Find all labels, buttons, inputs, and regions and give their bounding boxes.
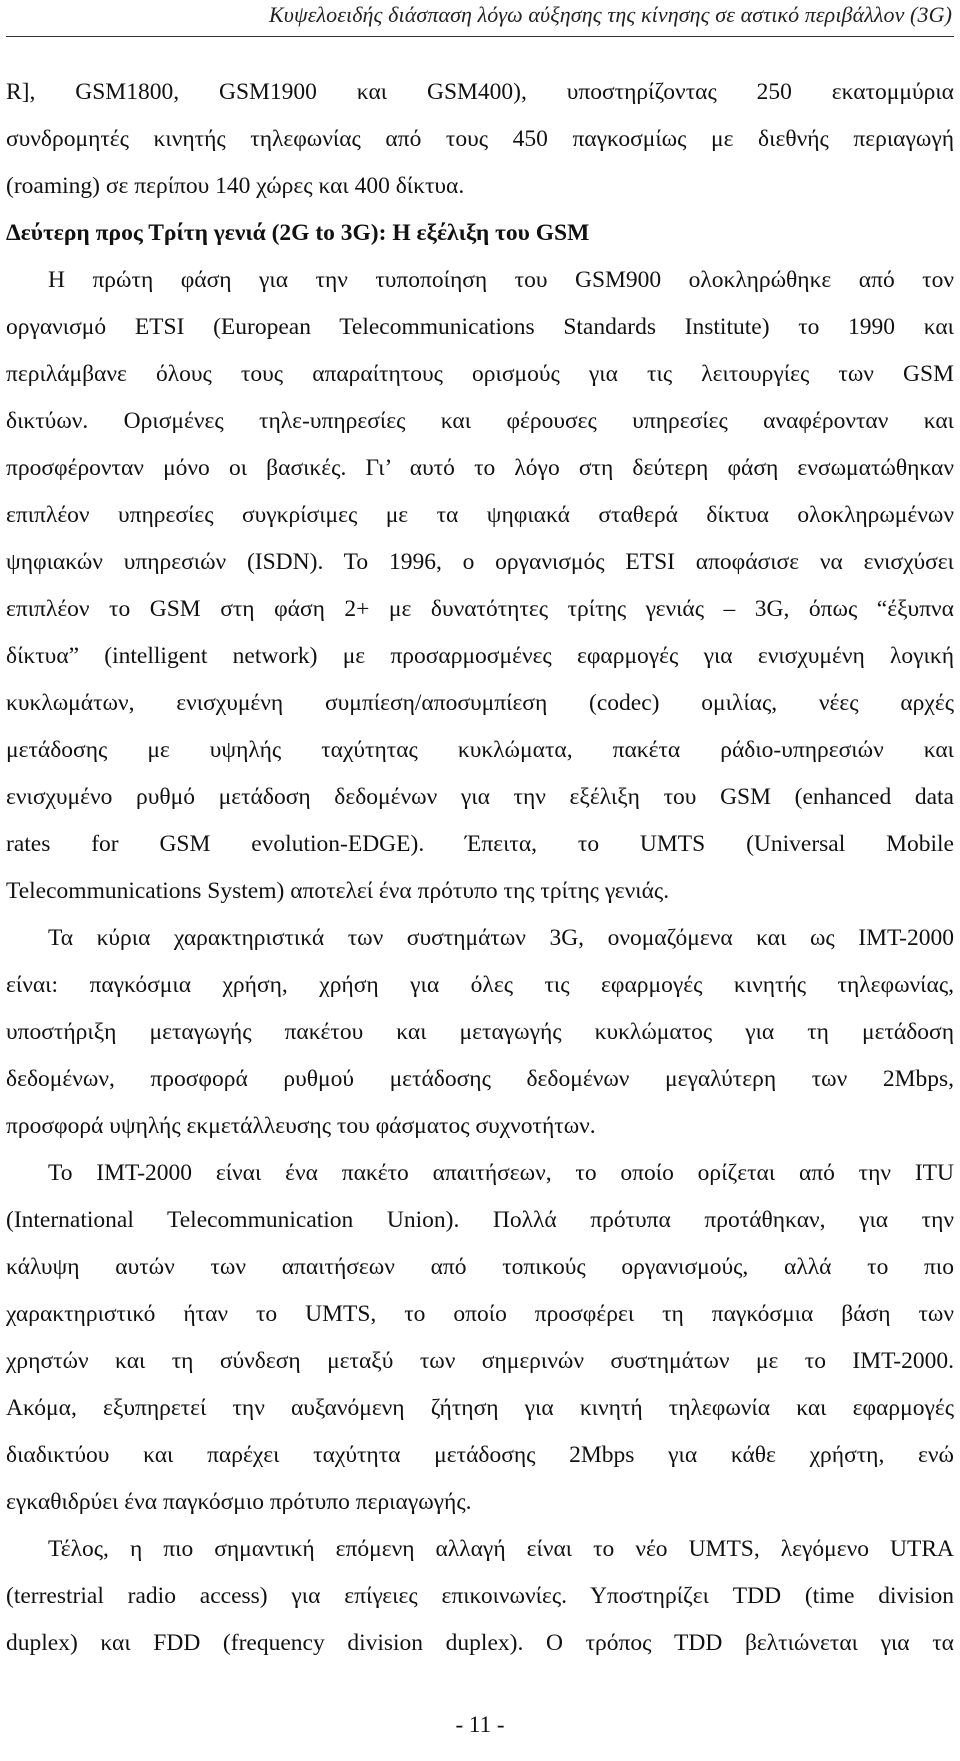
- text-line: ενισχυμένο ρυθμό μετάδοση δεδομένων για την εξέλιξη του GSM (enhanced data: [6, 784, 954, 810]
- text-line: ψηφιακών υπηρεσιών (ISDN). Το 1996, ο οργανισμός ETSI αποφάσισε να ενισχύσει: [6, 549, 954, 575]
- page-number: - 11 -: [455, 1712, 505, 1737]
- text-line: οργανισμό ETSI (European Telecommunications Standards Institute) το 1990 και: [6, 314, 954, 340]
- text-line: είναι: παγκόσμια χρήση, χρήση για όλες τις εφαρμογές κινητής τηλεφωνίας,: [6, 972, 954, 998]
- text-line: Τα κύρια χαρακτηριστικά των συστημάτων 3G, ονομαζόμενα και ως IMT-2000: [48, 925, 954, 951]
- text-line: Ακόμα, εξυπηρετεί την αυξανόμενη ζήτηση για κινητή τηλεφωνία και εφαρμογές: [6, 1395, 954, 1421]
- text-line: προσφορά υψηλής εκμετάλλευσης του φάσματος συχνοτήτων.: [6, 1113, 596, 1139]
- text-line: κυκλωμάτων, ενισχυμένη συμπίεση/αποσυμπίεση (codec) ομιλίας, νέες αρχές: [6, 690, 954, 716]
- text-line: δεδομένων, προσφορά ρυθμού μετάδοσης δεδομένων μεγαλύτερη των 2Mbps,: [6, 1066, 954, 1092]
- text-line: δίκτυα” (intelligent network) με προσαρμοσμένες εφαρμογές για ενισχυμένη λογική: [6, 643, 954, 669]
- text-line: (terrestrial radio access) για επίγειες επικοινωνίες. Υποστηρίζει TDD (time division: [6, 1583, 954, 1609]
- text-line: υποστήριξη μεταγωγής πακέτου και μεταγωγής κυκλώματος για τη μετάδοση: [6, 1019, 954, 1045]
- text-line: κάλυψη αυτών των απαιτήσεων από τοπικούς οργανισμούς, αλλά το πιο: [6, 1254, 954, 1280]
- text-line: συνδρομητές κινητής τηλεφωνίας από τους 450 παγκοσμίως με διεθνής περιαγωγή: [6, 126, 954, 152]
- text-line: εγκαθιδρύει ένα παγκόσμιο πρότυπο περιαγωγής.: [6, 1489, 472, 1515]
- header-divider: [6, 36, 954, 37]
- text-line: Telecommunications System) αποτελεί ένα πρότυπο της τρίτης γενιάς.: [6, 878, 670, 904]
- text-line: duplex) και FDD (frequency division duplex). Ο τρόπος TDD βελτιώνεται για τα: [6, 1630, 954, 1656]
- text-line: δικτύων. Ορισμένες τηλε-υπηρεσίες και φέρουσες υπηρεσίες αναφέρονταν και: [6, 408, 954, 434]
- text-line: χρηστών και τη σύνδεση μεταξύ των σημερινών συστημάτων με το IMT-2000.: [6, 1348, 954, 1374]
- text-line: Η πρώτη φάση για την τυποποίηση του GSM900 ολοκληρώθηκε από τον: [48, 267, 954, 293]
- section-heading: Δεύτερη προς Τρίτη γενιά (2G to 3G): Η εξέλιξη του GSM: [6, 220, 590, 246]
- text-line: Το IMT-2000 είναι ένα πακέτο απαιτήσεων, το οποίο ορίζεται από την ITU: [48, 1160, 954, 1186]
- text-line: περιλάμβανε όλους τους απαραίτητους ορισμούς για τις λειτουργίες των GSM: [6, 361, 954, 387]
- text-line: χαρακτηριστικό ήταν το UMTS, το οποίο προσφέρει τη παγκόσμια βάση των: [6, 1301, 954, 1327]
- running-header-title: Κυψελοειδής διάσπαση λόγω αύξησης της κίνησης σε αστικό περιβάλλον (3G): [269, 2, 952, 27]
- text-line: Τέλος, η πιο σημαντική επόμενη αλλαγή είναι το νέο UMTS, λεγόμενο UTRA: [48, 1536, 954, 1562]
- text-line: διαδικτύου και παρέχει ταχύτητα μετάδοσης 2Mbps για κάθε χρήστη, ενώ: [6, 1442, 954, 1468]
- text-line: rates for GSM evolution-EDGE). Έπειτα, το UMTS (Universal Mobile: [6, 831, 954, 857]
- text-line: μετάδοσης με υψηλής ταχύτητας κυκλώματα, πακέτα ράδιο-υπηρεσιών και: [6, 737, 954, 763]
- body-text: [6, 69, 954, 1667]
- text-line: επιπλέον υπηρεσίες συγκρίσιμες με τα ψηφιακά σταθερά δίκτυα ολοκληρωμένων: [6, 502, 954, 528]
- text-line: προσφέρονταν μόνο οι βασικές. Γι’ αυτό το λόγο στη δεύτερη φάση ενσωματώθηκαν: [6, 455, 954, 481]
- text-line: επιπλέον το GSM στη φάση 2+ με δυνατότητες τρίτης γενιάς – 3G, όπως “έξυπνα: [6, 596, 954, 622]
- text-line: R], GSM1800, GSM1900 και GSM400), υποστηρίζοντας 250 εκατομμύρια: [6, 79, 954, 105]
- text-line: (roaming) σε περίπου 140 χώρες και 400 δίκτυα.: [6, 173, 465, 199]
- text-line: (International Telecommunication Union). Πολλά πρότυπα προτάθηκαν, για την: [6, 1207, 954, 1233]
